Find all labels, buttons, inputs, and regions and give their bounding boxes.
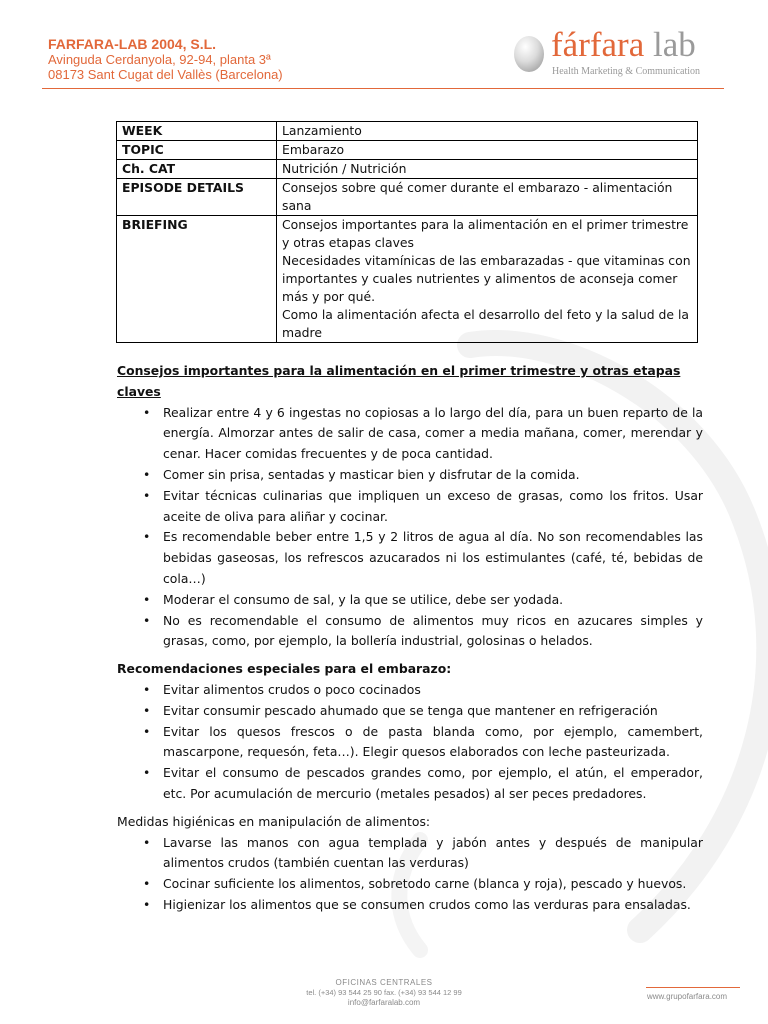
bullet-icon: • <box>143 529 151 545</box>
info-table-value: Consejos importantes para la alimentación en el primer trimestre y otras etapas claves Necesidades vitamínicas de las embarazadas - que vitaminas con importantes y cuales nutrientes y alimentos de aconseja comer más y por qué. Como la alimentación afecta el desarrollo del feto y la salud de la madre <box>277 216 698 343</box>
info-table-label: Ch. CAT <box>117 160 277 179</box>
list-item-text: Evitar técnicas culinarias que impliquen un exceso de grasas, como los fritos. Usar aceite de oliva para aliñar y cocinar. <box>163 487 703 524</box>
footer-offices: OFICINAS CENTRALES <box>335 978 433 987</box>
list-item <box>117 722 703 764</box>
list-item-text: Realizar entre 4 y 6 ingestas no copiosas a lo largo del día, para un buen reparto de la energía. Almorzar antes de salir de casa, comer a media mañana, comer, merendar y cenar. Hacer comidas frecuentes y de poca cantidad. <box>163 404 703 462</box>
bullet-icon: • <box>143 876 151 892</box>
info-table-value: Consejos sobre qué comer durante el embarazo - alimentación sana <box>277 179 698 216</box>
info-table-row <box>117 122 698 141</box>
list-item-text: No es recomendable el consumo de alimentos muy ricos en azucares simples y grasas, como, por ejemplo, la bollería industrial, golosinas o helados. <box>163 612 703 649</box>
bullet-icon: • <box>143 723 151 739</box>
section-heading: Medidas higiénicas en manipulación de alimentos: <box>117 813 431 829</box>
egg-icon <box>512 33 546 73</box>
bullet-icon: • <box>143 681 151 697</box>
list-item-text: Evitar los quesos frescos o de pasta blanda como, por ejemplo, camembert, mascarpone, requesón, feta…). Elegir quesos elaborados con leche pasteurizada. <box>163 723 703 760</box>
company-name: FARFARA-LAB 2004, S.L. <box>48 36 217 52</box>
info-table-value: Embarazo <box>277 141 698 160</box>
section-heading: Consejos importantes para la alimentación en el primer trimestre y otras etapas claves <box>117 363 681 399</box>
section-heading: Recomendaciones especiales para el embarazo: <box>117 661 452 677</box>
list-item-text: Lavarse las manos con agua templada y jabón antes y después de manipular alimentos crudos (también cuentan las verduras) <box>163 834 703 871</box>
info-table-label: TOPIC <box>117 141 277 160</box>
bullet-list <box>117 680 703 805</box>
info-table-row <box>117 216 698 343</box>
bullet-icon: • <box>143 404 151 420</box>
company-address-line-2: 08173 Sant Cugat del Vallès (Barcelona) <box>48 67 283 82</box>
logo-tagline: Health Marketing & Communication <box>552 66 701 77</box>
info-table-value: Nutrición / Nutrición <box>277 160 698 179</box>
header-divider <box>42 88 724 89</box>
bullet-icon: • <box>143 487 151 503</box>
company-address-block <box>48 36 283 82</box>
list-item <box>117 895 703 916</box>
info-table-label: WEEK <box>117 122 277 141</box>
list-item <box>117 833 703 875</box>
section-pregnancy-recommendations <box>117 659 703 805</box>
list-item-text: Moderar el consumo de sal, y la que se utilice, debe ser yodada. <box>163 591 564 607</box>
list-item <box>117 590 703 611</box>
bullet-icon: • <box>143 466 151 482</box>
list-item-text: Es recomendable beber entre 1,5 y 2 litros de agua al día. No son recomendables las bebidas gaseosas, los refrescos azucarados ni los estimulantes (café, té, bebidas de cola…) <box>163 529 703 586</box>
footer-divider <box>646 987 740 988</box>
list-item-text: Higienizar los alimentos que se consumen crudos como las verduras para ensaladas. <box>163 896 691 912</box>
footer-email: info@farfaralab.com <box>347 998 421 1007</box>
list-item <box>117 680 703 701</box>
info-table-value: Lanzamiento <box>277 122 698 141</box>
list-item <box>117 527 703 589</box>
farfara-lab-logo <box>512 25 727 80</box>
info-table-label: EPISODE DETAILS <box>117 179 277 216</box>
list-item-text: Cocinar suficiente los alimentos, sobretodo carne (blanca y roja), pescado y huevos. <box>163 876 687 892</box>
list-item-text: Evitar alimentos crudos o poco cocinados <box>163 681 421 697</box>
company-address-line-1: Avinguda Cerdanyola, 92-94, planta 3ª <box>48 52 271 67</box>
footer-phones: tel. (+34) 93 544 25 90 fax. (+34) 93 544 12 99 <box>306 988 462 997</box>
list-item <box>117 874 703 895</box>
bullet-list <box>117 833 703 916</box>
document-body <box>117 361 703 916</box>
list-item <box>117 465 703 486</box>
list-item-text: Evitar consumir pescado ahumado que se tenga que mantener en refrigeración <box>163 702 658 718</box>
info-table-row <box>117 179 698 216</box>
section-food-hygiene <box>117 812 703 916</box>
bullet-icon: • <box>143 591 151 607</box>
logo-brand-accent: lab <box>652 25 696 64</box>
logo-brand-main: fárfara <box>551 25 645 64</box>
info-table-row <box>117 141 698 160</box>
list-item <box>117 486 703 528</box>
footer-website: www.grupofarfara.com <box>647 992 728 1001</box>
list-item-text: Comer sin prisa, sentadas y masticar bien y disfrutar de la comida. <box>163 466 580 482</box>
bullet-icon: • <box>143 834 151 850</box>
list-item <box>117 701 703 722</box>
list-item <box>117 763 703 805</box>
bullet-icon: • <box>143 702 151 718</box>
info-table-label: BRIEFING <box>117 216 277 343</box>
list-item <box>117 611 703 653</box>
episode-info-table <box>116 121 698 343</box>
bullet-icon: • <box>143 765 151 781</box>
list-item-text: Evitar el consumo de pescados grandes como, por ejemplo, el atún, el emperador, etc. Por acumulación de mercurio (metales pesados) al ser peces predadores. <box>163 765 703 801</box>
section-first-trimester <box>117 361 703 652</box>
bullet-icon: • <box>143 896 151 912</box>
footer-contact <box>240 978 528 1008</box>
logo-wordmark <box>551 25 696 65</box>
info-table-row <box>117 160 698 179</box>
bullet-list <box>117 403 703 653</box>
list-item <box>117 403 703 465</box>
bullet-icon: • <box>143 612 151 628</box>
